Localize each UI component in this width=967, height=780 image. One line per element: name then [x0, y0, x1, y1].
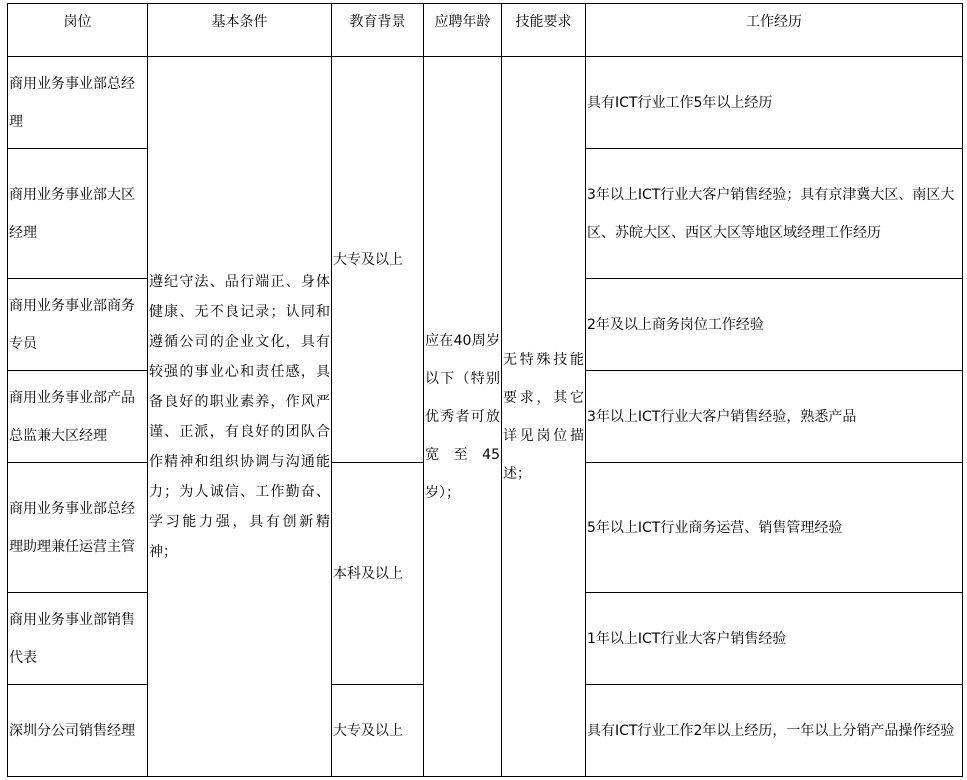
- position-cell: 商用业务事业部销售代表: [8, 593, 148, 685]
- table-row: [8, 57, 963, 149]
- education-cell: 大专及以上: [332, 685, 424, 777]
- experience-cell: 2年及以上商务岗位工作经验: [586, 279, 963, 371]
- position-cell: 商用业务事业部大区经理: [8, 149, 148, 279]
- header-age: 应聘年龄: [424, 4, 502, 57]
- experience-cell: 具有ICT行业工作5年以上经历: [586, 57, 963, 149]
- position-cell: 深圳分公司销售经理: [8, 685, 148, 777]
- position-cell: 商用业务事业部产品总监兼大区经理: [8, 371, 148, 463]
- education-cell: 本科及以上: [332, 463, 424, 685]
- header-skills: 技能要求: [502, 4, 586, 57]
- education-cell: 大专及以上: [332, 57, 424, 463]
- age-cell: 应在40周岁以下（特别优秀者可放宽至45岁）；: [424, 57, 502, 777]
- position-cell: 商用业务事业部总经理: [8, 57, 148, 149]
- position-cell: 商用业务事业部商务专员: [8, 279, 148, 371]
- skills-cell: 无特殊技能要求，其它详见岗位描述；: [502, 57, 586, 777]
- header-position: 岗位: [8, 4, 148, 57]
- experience-cell: 1年以上ICT行业大客户销售经验: [586, 593, 963, 685]
- experience-cell: 具有ICT行业工作2年以上经历，一年以上分销产品操作经验: [586, 685, 963, 777]
- header-experience: 工作经历: [586, 4, 963, 57]
- experience-cell: 3年以上ICT行业大客户销售经验，熟悉产品: [586, 371, 963, 463]
- header-basic-conditions: 基本条件: [148, 4, 332, 57]
- table-header-row: [8, 4, 963, 57]
- experience-cell: 5年以上ICT行业商务运营、销售管理经验: [586, 463, 963, 593]
- experience-cell: 3年以上ICT行业大客户销售经验；具有京津冀大区、南区大区、苏皖大区、西区大区等地区域经理工作经历: [586, 149, 963, 279]
- job-requirements-table: [7, 3, 963, 777]
- position-cell: 商用业务事业部总经理助理兼任运营主管: [8, 463, 148, 593]
- header-education: 教育背景: [332, 4, 424, 57]
- basic-conditions-cell: 遵纪守法、品行端正、身体健康、无不良记录；认同和遵循公司的企业文化，具有较强的事业心和责任感，具备良好的职业素养，作风严谨、正派，有良好的团队合作精神和组织协调与沟通能力；为人诚信、工作勤奋、学习能力强，具有创新精神；: [148, 57, 332, 777]
